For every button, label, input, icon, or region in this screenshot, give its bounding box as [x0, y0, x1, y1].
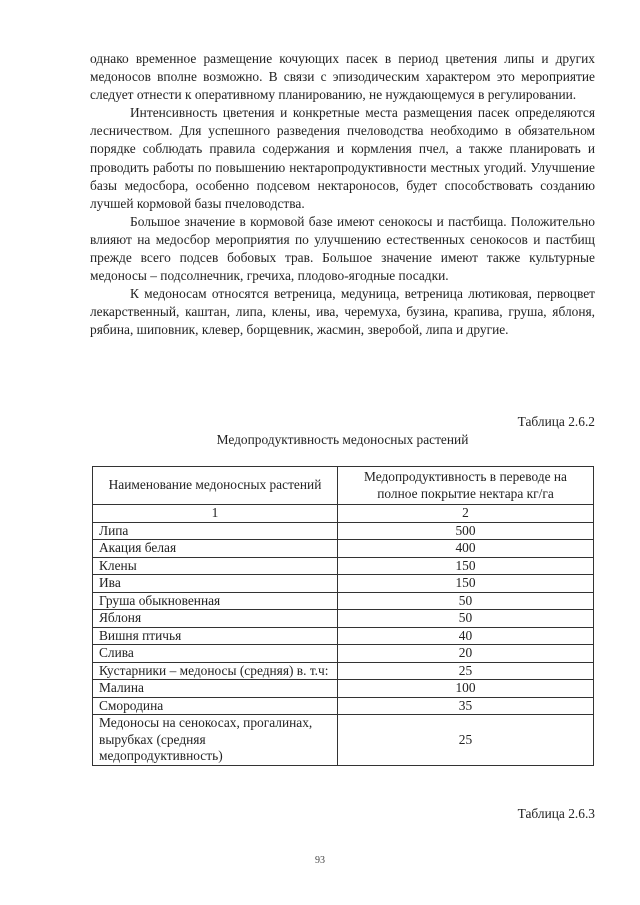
productivity-value: 20 — [338, 645, 594, 663]
table-row — [93, 715, 594, 766]
plant-name: Смородина — [93, 697, 338, 715]
paragraph-3: Большое значение в кормовой базе имеют сенокосы и пастбища. Положительно влияют на медосбор мероприятия по улучшению естественных сенокосов и пастбищ прежде всего подсев бобовых трав. Большое значение имеют также культурные медоносы – подсолнечник, гречиха, плодово-ягодные посадки. — [90, 213, 595, 284]
plant-name: Липа — [93, 522, 338, 540]
table-row — [93, 610, 594, 628]
productivity-value: 100 — [338, 680, 594, 698]
table-row — [93, 557, 594, 575]
plant-name: Яблоня — [93, 610, 338, 628]
table-number: Таблица 2.6.2 — [517, 414, 595, 429]
table-row — [93, 627, 594, 645]
productivity-value: 500 — [338, 522, 594, 540]
productivity-value: 50 — [338, 610, 594, 628]
table-row — [93, 592, 594, 610]
table-row — [93, 645, 594, 663]
plant-name: Малина — [93, 680, 338, 698]
paragraph-1: однако временное размещение кочующих пасек в период цветения липы и других медоносов вполне возможно. В связи с эпизодическим характером это мероприятие следует отнести к оперативному планированию, не нуждающемуся в регулировании. — [90, 51, 595, 103]
paragraph-2: Интенсивность цветения и конкретные места размещения пасек определяются лесничеством. Для успешного разведения пчеловодства необходимо в обязательном порядке соблюдать правила содержания и кормления пчел, а также планировать и проводить работы по повышению нектаропродуктивности местных угодий. Улучшение базы медосбора, особенно подсевом нектароносов, будет способствовать созданию лучшей кормовой базы пчеловодства. — [90, 105, 595, 211]
plant-name: Ива — [93, 575, 338, 593]
productivity-value: 40 — [338, 627, 594, 645]
plant-name: Клены — [93, 557, 338, 575]
productivity-value: 50 — [338, 592, 594, 610]
plant-name: Вишня птичья — [93, 627, 338, 645]
plant-name: Медоносы на сенокосах, прогалинах, вырубках (средняя медопродуктивность) — [93, 715, 338, 766]
plant-name: Кустарники – медоносы (средняя) в. т.ч: — [93, 662, 338, 680]
productivity-value: 25 — [338, 662, 594, 680]
plant-name: Груша обыкновенная — [93, 592, 338, 610]
body-text — [90, 50, 595, 340]
productivity-value: 150 — [338, 575, 594, 593]
table-title: Медопродуктивность медоносных растений — [216, 432, 469, 447]
next-table-number: Таблица 2.6.3 — [517, 806, 595, 821]
table-row — [93, 522, 594, 540]
productivity-value: 35 — [338, 697, 594, 715]
page-number: 93 — [315, 855, 325, 866]
productivity-value: 150 — [338, 557, 594, 575]
column-number-1: 1 — [93, 505, 338, 523]
plant-name: Слива — [93, 645, 338, 663]
paragraph-4: К медоносам относятся ветреница, медуница, ветреница лютиковая, первоцвет лекарственный, каштан, липа, клены, ива, черемуха, бузина, крапива, груша, яблоня, рябина, шиповник, клевер, борщевник, жасмин, зверобой, липа и другие. — [90, 286, 595, 338]
header-productivity: Медопродуктивность в переводе на полное покрытие нектара кг/га — [338, 467, 594, 505]
header-plant-name: Наименование медоносных растений — [93, 467, 338, 505]
table-row — [93, 697, 594, 715]
table-row — [93, 575, 594, 593]
table-row — [93, 662, 594, 680]
table-row — [93, 680, 594, 698]
plant-name: Акация белая — [93, 540, 338, 558]
honey-productivity-table — [92, 466, 594, 766]
productivity-value: 400 — [338, 540, 594, 558]
column-number-2: 2 — [338, 505, 594, 523]
productivity-value: 25 — [338, 715, 594, 766]
table-row — [93, 540, 594, 558]
